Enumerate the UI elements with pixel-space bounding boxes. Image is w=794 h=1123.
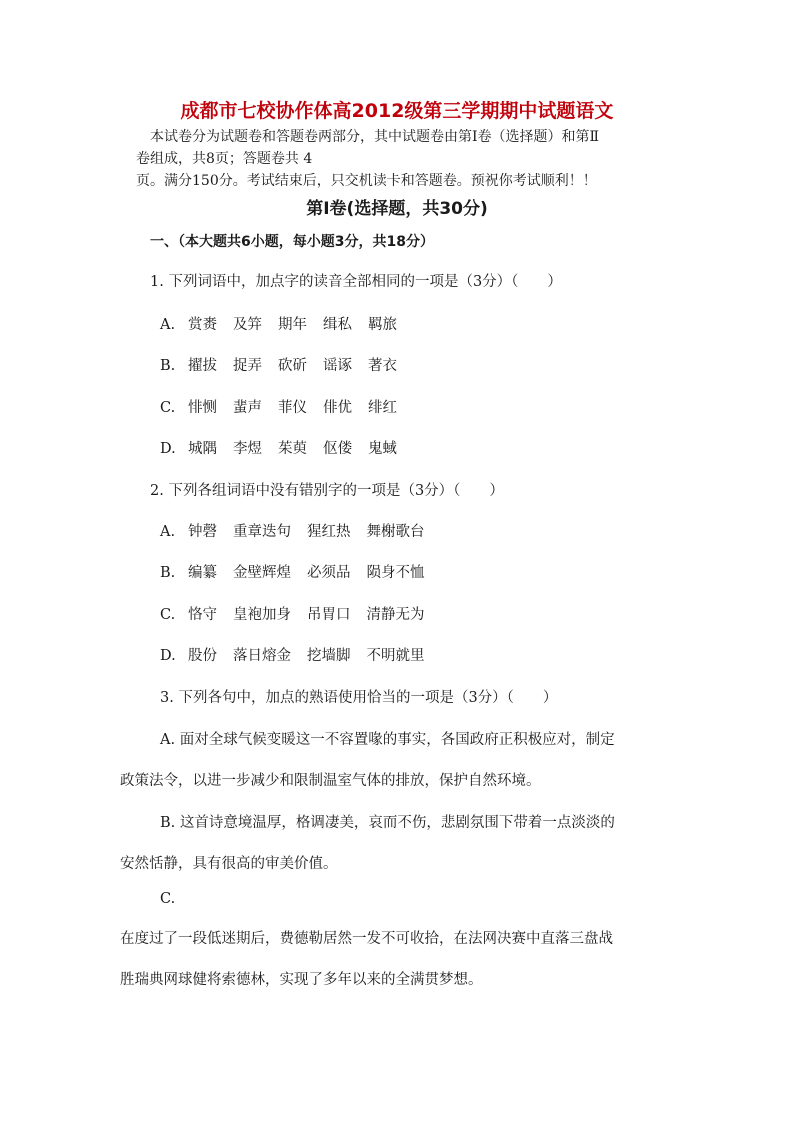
word: 吊胃口 — [307, 607, 351, 623]
intro-line-2: 卷组成，共8页；答题卷共 4 — [136, 151, 313, 167]
word: 及笄 — [233, 317, 262, 333]
option-label: D. — [160, 648, 176, 664]
word: 金壁辉煌 — [233, 565, 291, 581]
word: 落日熔金 — [233, 648, 291, 664]
q3-option-b-line-2: 安然恬静，具有很高的审美价值。 — [120, 856, 338, 872]
word: 必须品 — [307, 565, 351, 581]
word: 恪守 — [188, 607, 217, 623]
word: 砍斫 — [278, 358, 307, 374]
word: 伛偻 — [323, 441, 352, 457]
word: 陨身不恤 — [366, 565, 425, 581]
word: 皇袍加身 — [233, 607, 291, 623]
q1-option-d — [160, 437, 413, 458]
exam-title: 成都市七校协作体高2012级第三学期期中试题语文 — [180, 100, 614, 122]
option-label: B. — [160, 565, 176, 581]
word: 菲仪 — [278, 400, 307, 416]
q1-option-b — [160, 354, 413, 375]
option-label: C. — [160, 607, 176, 623]
q1-option-c — [160, 396, 413, 417]
word: 编纂 — [188, 565, 217, 581]
word: 赏赉 — [188, 317, 217, 333]
q2-option-c — [160, 603, 441, 624]
q3-stem: 3. 下列各句中，加点的熟语使用恰当的一项是（3分）（ ） — [160, 690, 558, 706]
word: 城隅 — [188, 441, 217, 457]
word: 舞榭歌台 — [366, 524, 425, 540]
q3-option-a-line-1: A. 面对全球气候变暖这一不容置喙的事实，各国政府正积极应对，制定 — [160, 732, 615, 748]
word: 擢拔 — [188, 358, 217, 374]
intro-line-3: 页。满分150分。考试结束后，只交机读卡和答题卷。预祝你考试顺利！！ — [136, 173, 597, 189]
q3-option-b-line-1: B. 这首诗意境温厚，格调凄美，哀而不伤，悲剧氛围下带着一点淡淡的 — [160, 815, 615, 831]
word: 猩红热 — [307, 524, 351, 540]
word: 重章迭句 — [233, 524, 291, 540]
q3-option-c-line-2: 胜瑞典网球健将索德林，实现了多年以来的全满贯梦想。 — [120, 972, 483, 988]
section-title: 第Ⅰ卷(选择题，共30分) — [306, 199, 488, 219]
word: 著衣 — [368, 358, 397, 374]
word: 股份 — [188, 648, 217, 664]
option-label: D. — [160, 441, 176, 457]
word: 羁旅 — [368, 317, 397, 333]
option-label: A. — [160, 317, 176, 333]
word: 李煜 — [233, 441, 262, 457]
part-one-heading: 一、（本大题共6小题，每小题3分，共18分） — [150, 234, 434, 250]
q1-stem: 1. 下列词语中，加点字的读音全部相同的一项是（3分）（ ） — [150, 274, 562, 290]
word: 谣诼 — [323, 358, 352, 374]
q3-option-c-line-1: 在度过了一段低迷期后，费德勒居然一发不可收拾，在法网决赛中直落三盘战 — [120, 931, 613, 947]
word: 鬼蜮 — [368, 441, 397, 457]
word: 钟磬 — [188, 524, 217, 540]
word: 悱恻 — [188, 400, 217, 416]
q2-option-a — [160, 520, 441, 541]
intro-line-1: 本试卷分为试题卷和答题卷两部分，其中试题卷由第Ⅰ卷（选择题）和第Ⅱ — [150, 129, 600, 145]
word: 清静无为 — [366, 607, 425, 623]
word: 茱萸 — [278, 441, 307, 457]
q3-option-c-label: C. — [160, 891, 176, 907]
word: 期年 — [278, 317, 307, 333]
word: 挖墙脚 — [307, 648, 351, 664]
word: 捉弄 — [233, 358, 262, 374]
word: 缉私 — [323, 317, 352, 333]
option-label: B. — [160, 358, 176, 374]
word: 俳优 — [323, 400, 352, 416]
q3-option-a-line-2: 政策法令，以进一步减少和限制温室气体的排放，保护自然环境。 — [120, 773, 541, 789]
word: 不明就里 — [366, 648, 425, 664]
q2-stem: 2. 下列各组词语中没有错别字的一项是（3分）（ ） — [150, 483, 504, 499]
q2-option-b — [160, 561, 441, 582]
word: 绯红 — [368, 400, 397, 416]
word: 蜚声 — [233, 400, 262, 416]
option-label: C. — [160, 400, 176, 416]
q2-option-d — [160, 644, 441, 665]
option-label: A. — [160, 524, 176, 540]
q1-option-a — [160, 313, 413, 334]
